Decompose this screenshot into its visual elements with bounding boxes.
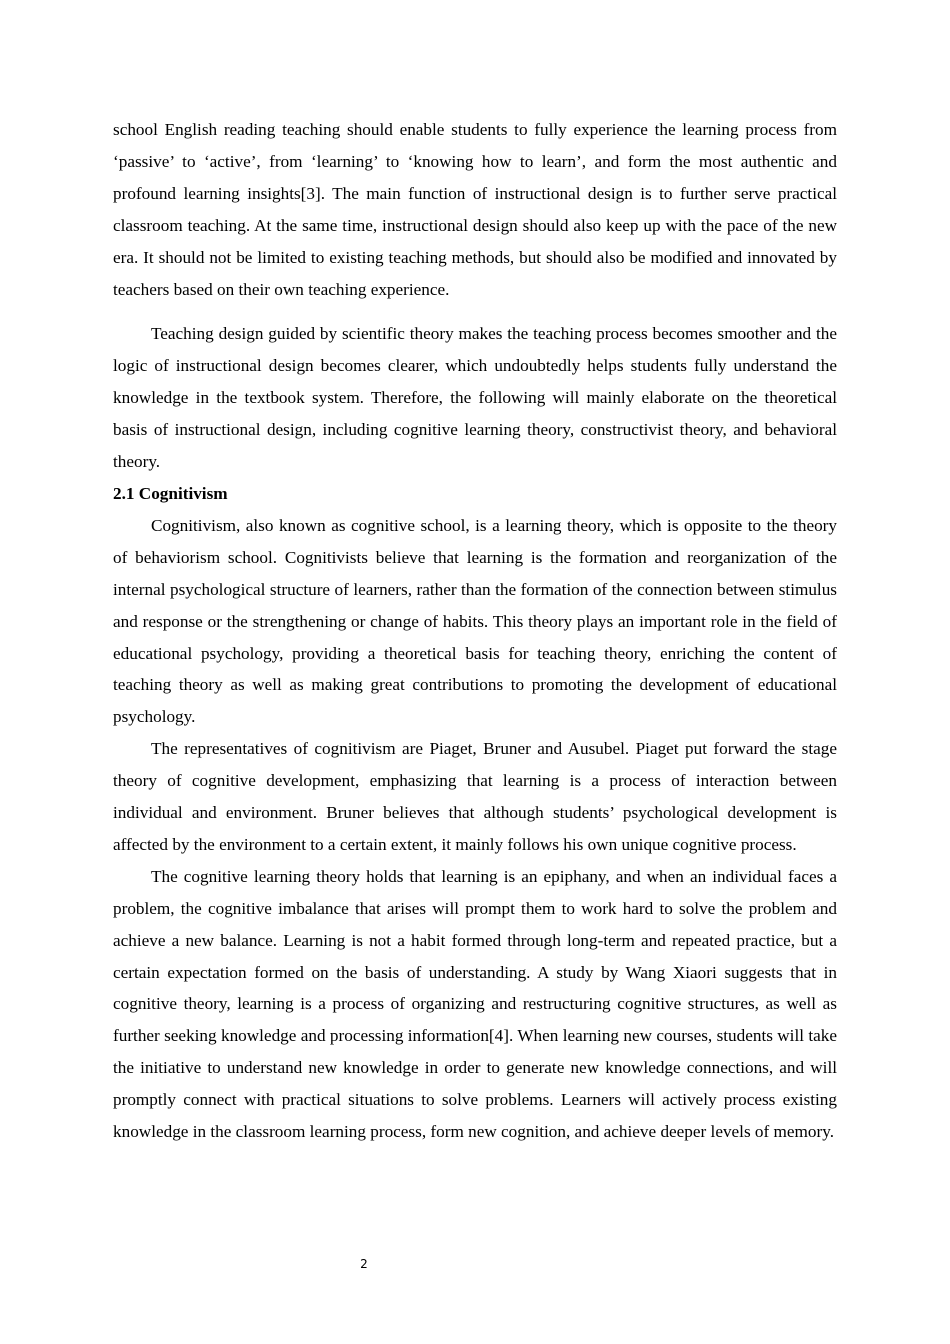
body-paragraph: school English reading teaching should enable students to fully experience the learning process from ‘passive’ to ‘active’, from ‘learning’ to ‘knowing how to learn’, and form the most authentic and profound learning insights[3]. The main function of instructional design is to further serve practical classroom teaching. At the same time, instructional design should also keep up with the pace of the new era. It should not be limited to existing teaching methods, but should also be modified and innovated by teachers based on their own teaching experience.: [113, 120, 837, 299]
body-paragraph: Teaching design guided by scientific theory makes the teaching process becomes smoother and the logic of instructional design becomes clearer, which undoubtedly helps students fully understand the knowledge in the textbook system. Therefore, the following will mainly elaborate on the theoretical basis of instructional design, including cognitive learning theory, constructivist theory, and behavioral theory.: [113, 324, 837, 472]
body-paragraph: The cognitive learning theory holds that learning is an epiphany, and when an individual faces a problem, the cognitive imbalance that arises will prompt them to work hard to solve the problem and achieve a new balance. Learning is not a habit formed through long-term and repeated practice, but a certain expectation formed on the basis of understanding. A study by Wang Xiaori suggests that in cognitive theory, learning is a process of organizing and restructuring cognitive structures, as well as further seeking knowledge and processing information[4]. When learning new courses, students will take the initiative to understand new knowledge in order to generate new knowledge connections, and will promptly connect with practical situations to solve problems. Learners will actively process existing knowledge in the classroom learning process, form new cognition, and achieve deeper levels of memory.: [113, 866, 837, 1142]
page-number: 2: [360, 1257, 368, 1271]
body-paragraph: The representatives of cognitivism are Piaget, Bruner and Ausubel. Piaget put forward the stage theory of cognitive development, emphasizing that learning is a process of interaction between individual and environment. Bruner believes that although students’ psychological development is affected by the environment to a certain extent, it mainly follows his own unique cognitive process.: [113, 739, 837, 854]
section-heading: 2.1 Cognitivism: [113, 483, 228, 503]
body-paragraph: Cognitivism, also known as cognitive school, is a learning theory, which is opposite to the theory of behaviorism school. Cognitivists believe that learning is the formation and reorganization of the internal psychological structure of learners, rather than the formation of the connection between stimulus and response or the strengthening or change of habits. This theory plays an important role in the field of educational psychology, providing a theoretical basis for teaching theory, enriching the content of teaching theory as well as making great contributions to promoting the development of educational psychology.: [113, 515, 837, 727]
page-body: [113, 114, 837, 1148]
